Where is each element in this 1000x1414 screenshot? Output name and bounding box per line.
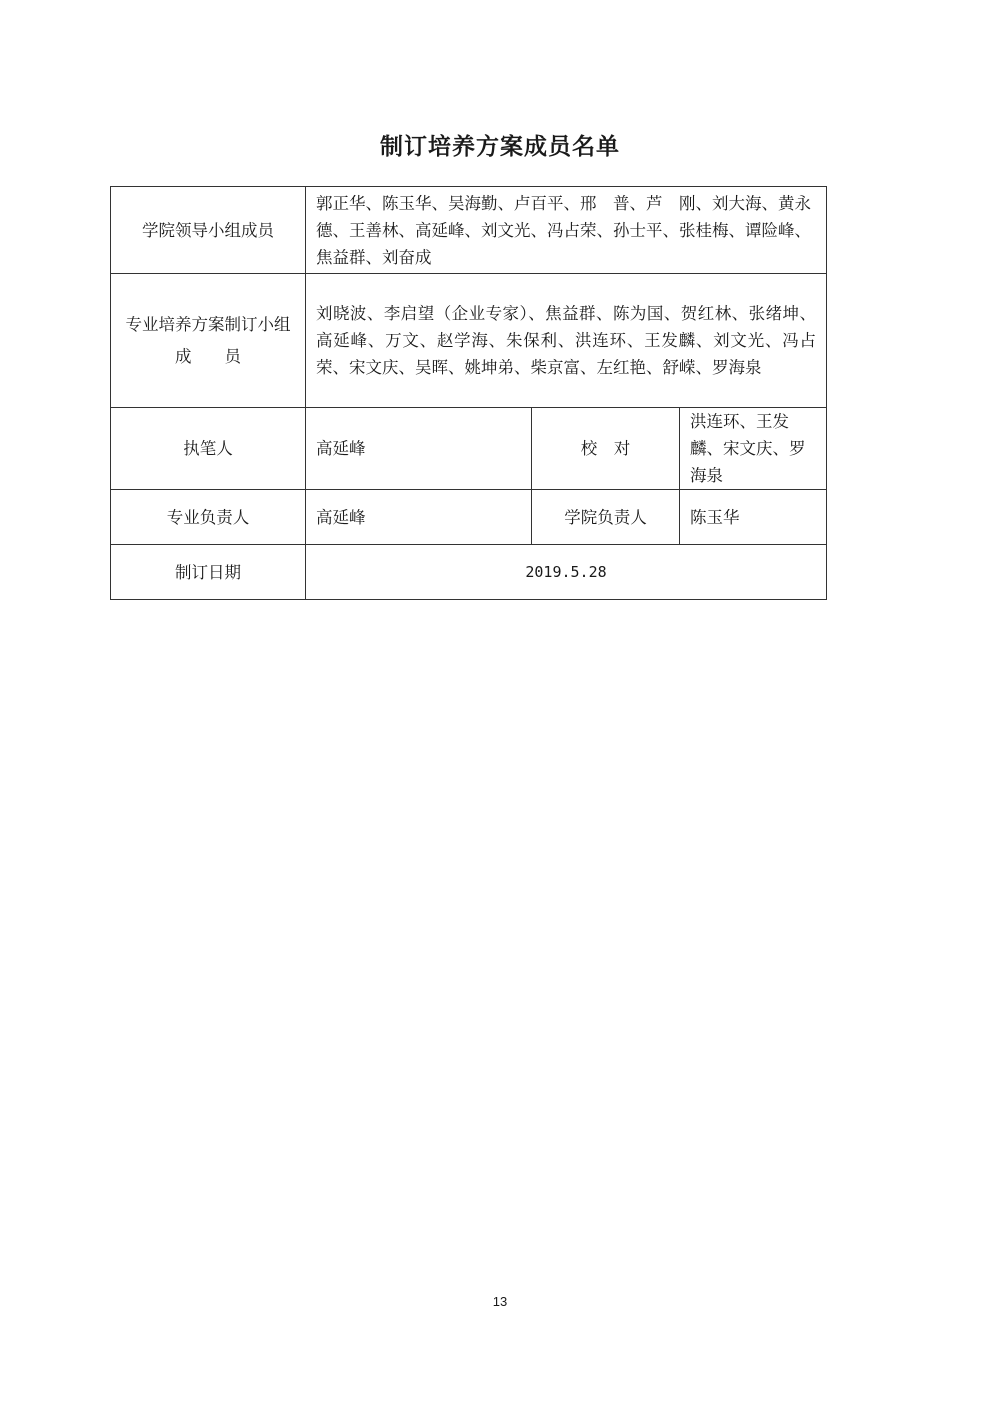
page-title: 制订培养方案成员名单 [380, 134, 620, 160]
table-row [111, 187, 827, 274]
leadership-members-cell: 郭正华、陈玉华、吴海勤、卢百平、邢 普、芦 刚、刘大海、黄永德、王善林、高延峰、刘文光、冯占荣、孙士平、张桂梅、谭险峰、焦益群、刘奋成 [306, 187, 827, 274]
program-group-label-line1: 专业培养方案制订小组 [125, 314, 291, 334]
proofread-value-cell: 洪连环、王发麟、宋文庆、罗海泉 [680, 408, 827, 490]
table-row [111, 545, 827, 600]
table-row [111, 408, 827, 490]
program-group-label-line2: 成 员 [175, 346, 241, 366]
writer-value-cell: 高延峰 [306, 408, 532, 490]
college-head-label-cell: 学院负责人 [532, 490, 680, 545]
member-roster-table [110, 186, 827, 600]
writer-label-cell: 执笔人 [111, 408, 306, 490]
table-row [111, 274, 827, 408]
program-group-label-cell [111, 274, 306, 408]
college-head-value-cell: 陈玉华 [680, 490, 827, 545]
leadership-label-cell: 学院领导小组成员 [111, 187, 306, 274]
date-label-cell: 制订日期 [111, 545, 306, 600]
proofread-label-cell: 校 对 [532, 408, 680, 490]
date-value-cell: 2019.5.28 [306, 545, 827, 600]
major-head-value-cell: 高延峰 [306, 490, 532, 545]
program-group-members-cell: 刘晓波、李启望（企业专家）、焦益群、陈为国、贺红林、张绪坤、高延峰、万文、赵学海、朱保利、洪连环、王发麟、刘文光、冯占荣、宋文庆、吴晖、姚坤弟、柴京富、左红艳、舒嵘、罗海泉 [306, 274, 827, 408]
page-number: 13 [492, 1294, 508, 1309]
major-head-label-cell: 专业负责人 [111, 490, 306, 545]
table-row [111, 490, 827, 545]
